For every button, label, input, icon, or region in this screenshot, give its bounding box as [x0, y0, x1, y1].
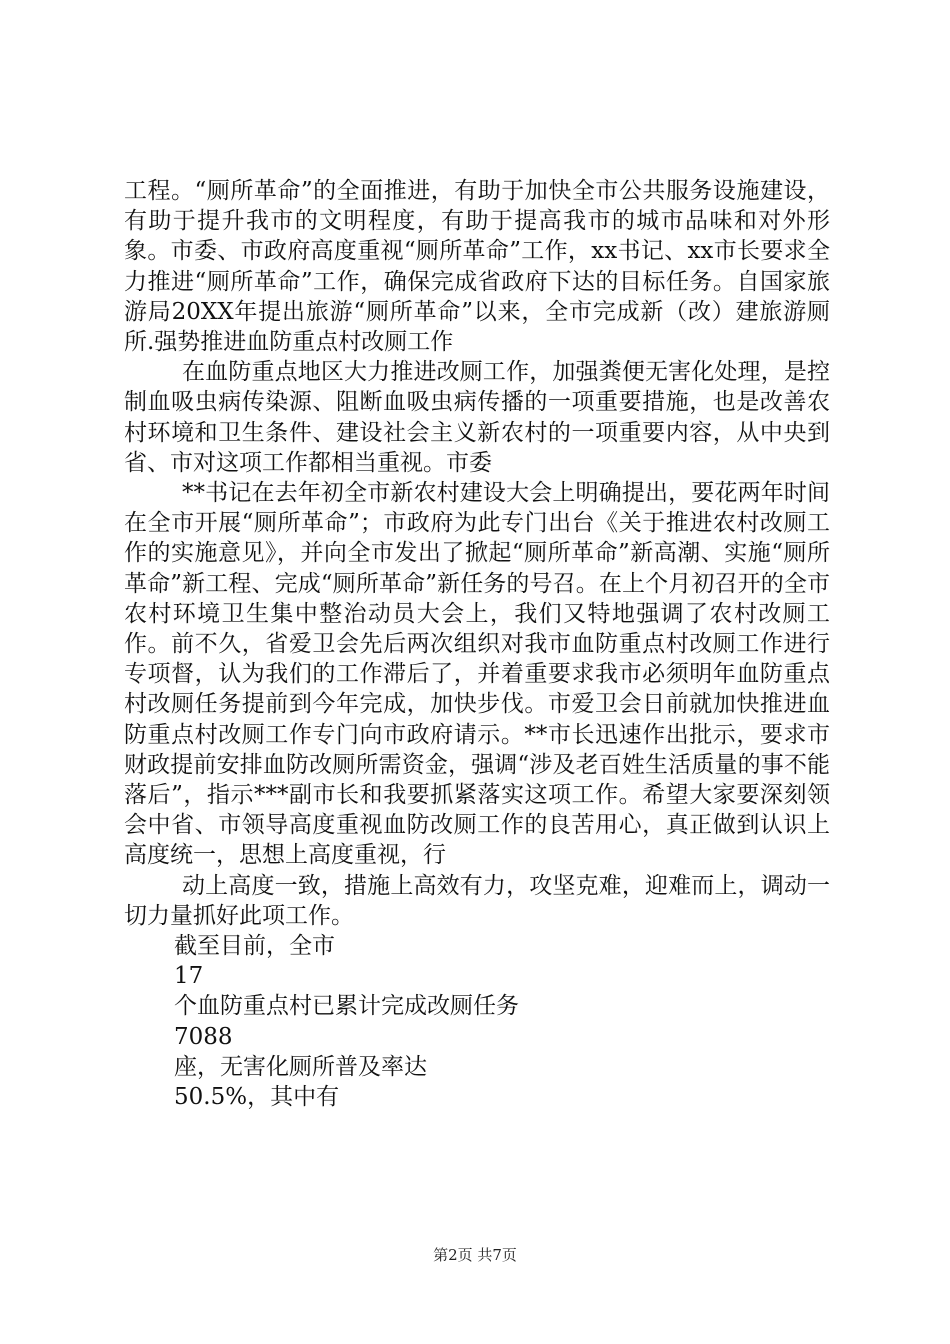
stat-line-2: 17: [174, 963, 204, 990]
stat-line-6: 50.5%，其中有: [174, 1084, 340, 1111]
stat-line-5: 座，无害化厕所普及率达: [174, 1053, 427, 1080]
page-footer: 第2页 共7页: [433, 1246, 517, 1264]
paragraph-1: 工程。“厕所革命”的全面推进，有助于加快全市公共服务设施建设，有助于提升我市的文明程度，有助于提高我市的城市品味和对外形象。市委、市政府高度重视“厕所革命”工作，xx书记、xx市长要求全力推进“厕所革命”工作，确保完成省政府下达的目标任务。自国家旅游局20XX年提出旅游“厕所革命”以来，全市完成新（改）建旅游厕所.强势推进血防重点村改厕工作: [124, 178, 830, 356]
paragraph-2: 在血防重点地区大力推进改厕工作，加强粪便无害化处理，是控制血吸虫病传染源、阻断血吸虫病传播的一项重要措施，也是改善农村环境和卫生条件、建设社会主义新农村的一项重要内容，从中央到省、市对这项工作都相当重视。市委: [124, 359, 830, 476]
document-body: [124, 176, 830, 1112]
statistics-lines: [124, 931, 830, 1112]
stat-line-3: 个血防重点村已累计完成改厕任务: [174, 993, 519, 1020]
paragraph-4: 动上高度一致，措施上高效有力，攻坚克难，迎难而上，调动一切力量抓好此项工作。: [124, 872, 830, 929]
paragraph-3: **书记在去年初全市新农村建设大会上明确提出，要花两年时间在全市开展“厕所革命”；市政府为此专门出台《关于推进农村改厕工作的实施意见》，并向全市发出了掀起“厕所革命”新高潮、实施“厕所革命”新工程、完成“厕所革命”新任务的号召。在上个月初召开的全市农村环境卫生集中整治动员大会上，我们又特地强调了农村改厕工作。前不久，省爱卫会先后两次组织对我市血防重点村改厕工作进行专项督，认为我们的工作滞后了，并着重要求我市必须明年血防重点村改厕任务提前到今年完成，加快步伐。市爱卫会日前就加快推进血防重点村改厕工作专门向市政府请示。**市长迅速作出批示，要求市财政提前安排血防改厕所需资金，强调“涉及老百姓生活质量的事不能落后”，指示***副市长和我要抓紧落实这项工作。希望大家要深刻领会中省、市领导高度重视血防改厕工作的良苦用心，真正做到认识上高度统一，思想上高度重视，行: [124, 480, 830, 869]
stat-line-4: 7088: [174, 1023, 233, 1050]
stat-line-1: 截至目前，全市: [174, 933, 335, 960]
